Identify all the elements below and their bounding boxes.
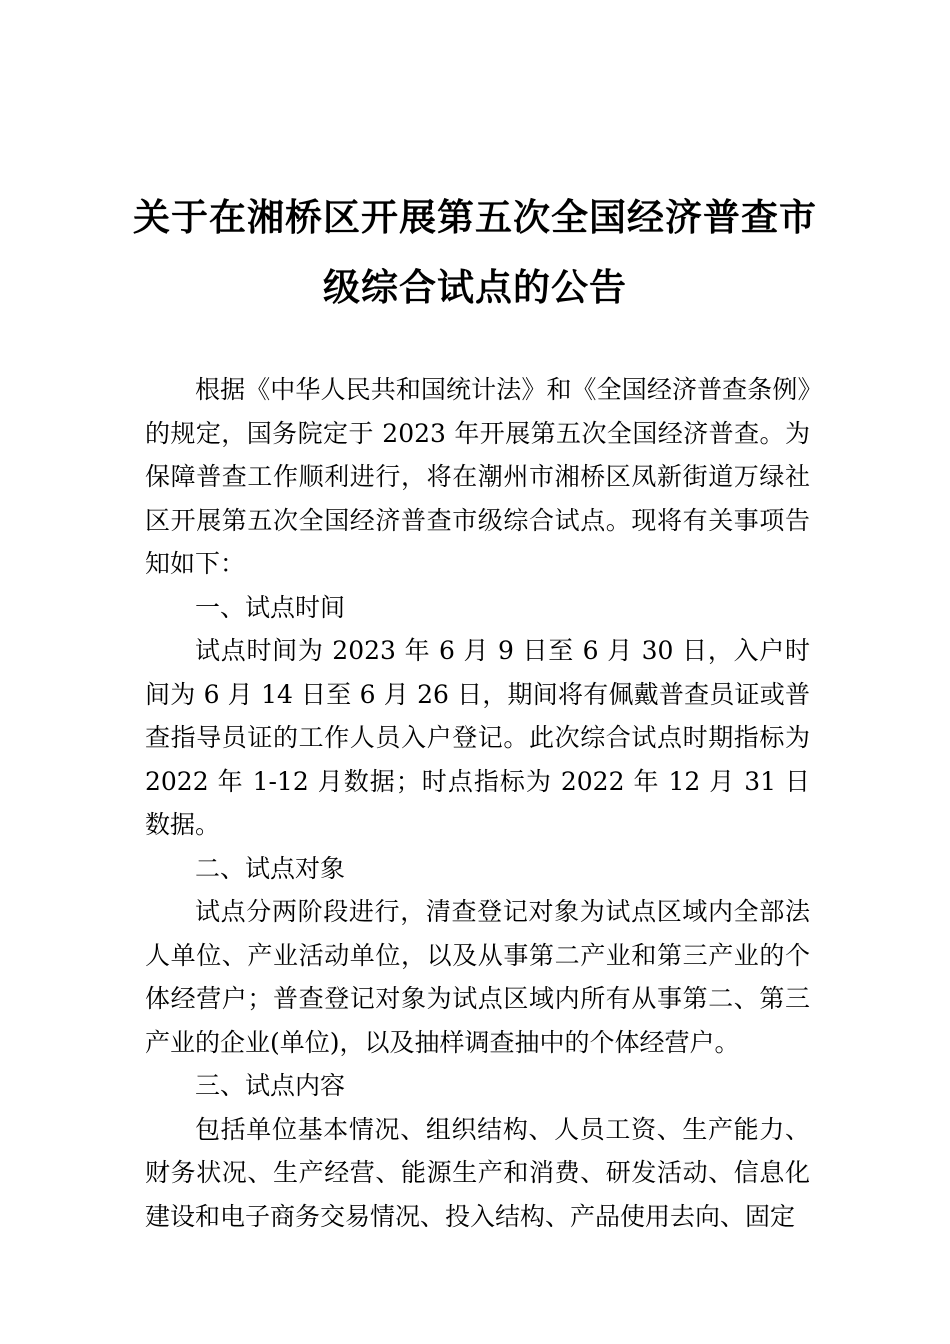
intro-paragraph: 根据《中华人民共和国统计法》和《全国经济普查条例》的规定，国务院定于 2023 年开展第五次全国经济普查。为保障普查工作顺利进行，将在潮州市湘桥区凤新街道万绿社区开展第五次全国经济普查市级综合试点。现将有关事项告知如下： (145, 375, 810, 578)
section3-heading: 三、试点内容 (195, 1071, 346, 1100)
section3-paragraph: 包括单位基本情况、组织结构、人员工资、生产能力、财务状况、生产经营、能源生产和消费、研发活动、信息化建设和电子商务交易情况、投入结构、产品使用去向、固定 (145, 1114, 810, 1231)
document-body (145, 368, 810, 1238)
document-title-line2: 级综合试点的公告 (323, 266, 627, 309)
section1-paragraph: 试点时间为 2023 年 6 月 9 日至 6 月 30 日，入户时间为 6 月 14 日至 6 月 26 日，期间将有佩戴普查员证或普查指导员证的工作人员入户登记。此次综合试点时期指标为 2022 年 1-12 月数据；时点指标为 2022 年 12 月 31 日数据。 (145, 636, 810, 839)
section2-heading: 二、试点对象 (195, 853, 346, 883)
section1-heading: 一、试点时间 (195, 592, 346, 622)
section2-paragraph: 试点分两阶段进行，清查登记对象为试点区域内全部法人单位、产业活动单位，以及从事第二产业和第三产业的个体经营户；普查登记对象为试点区域内所有从事第二、第三产业的企业(单位)，以及抽样调查抽中的个体经营户。 (145, 897, 810, 1057)
document-title-line1: 关于在湘桥区开展第五次全国经济普查市 (133, 196, 817, 239)
